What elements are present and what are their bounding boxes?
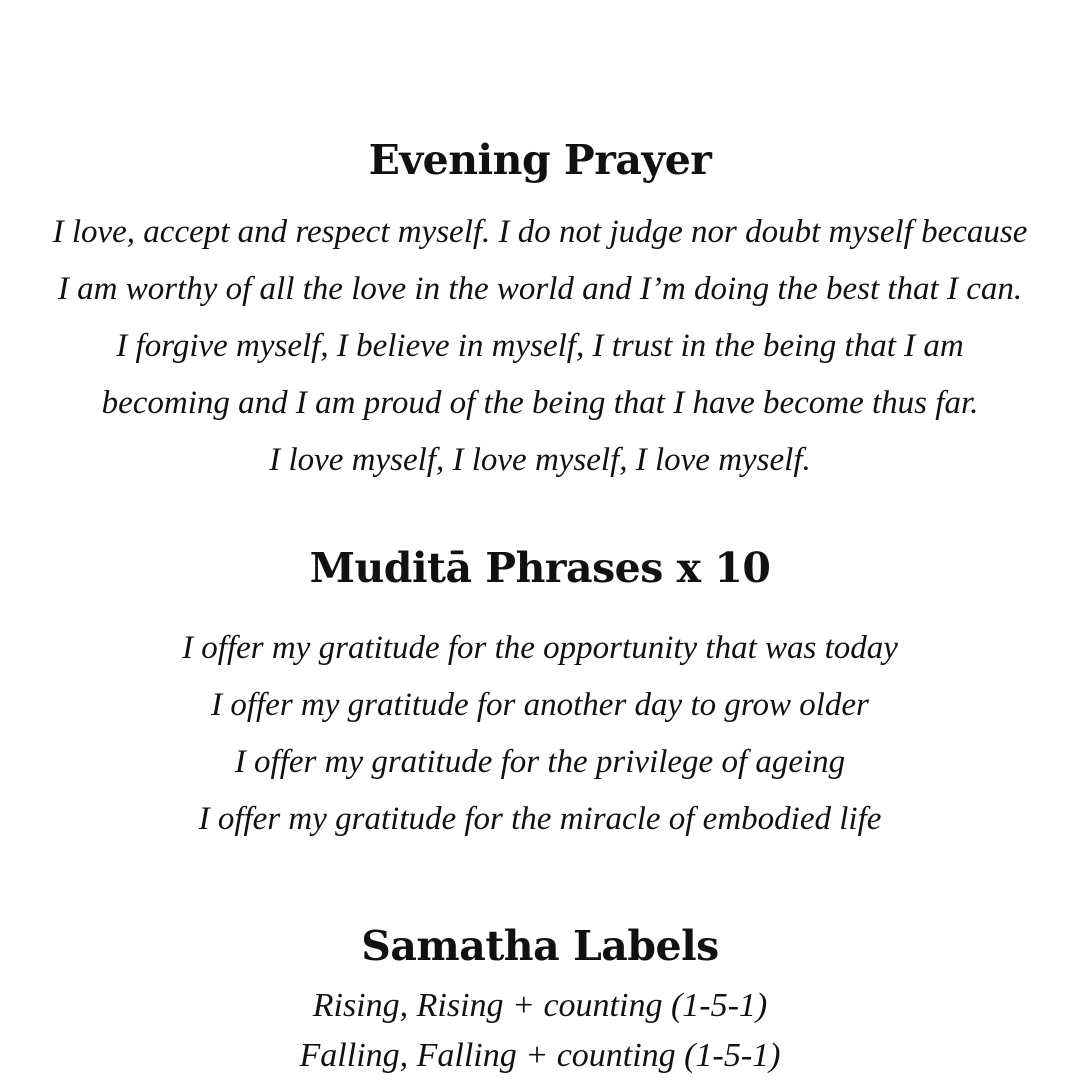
- phrase-line: I offer my gratitude for the miracle of embodied life: [198, 801, 882, 837]
- prayer-line: I love myself, I love myself, I love myself.: [269, 442, 811, 478]
- label-line: Falling, Falling + counting (1-5-1): [299, 1037, 781, 1074]
- label-line: Rising, Rising + counting (1-5-1): [312, 987, 768, 1024]
- prayer-line: I am worthy of all the love in the world and I’m doing the best that I can.: [57, 271, 1023, 307]
- phrase-line: I offer my gratitude for the privilege of ageing: [234, 744, 846, 780]
- prayer-line: I forgive myself, I believe in myself, I trust in the being that I am: [116, 328, 964, 364]
- prayer-line: becoming and I am proud of the being that I have become thus far.: [101, 385, 979, 421]
- section-title-samatha-labels: Samatha Labels: [361, 922, 719, 970]
- section-title-evening-prayer: Evening Prayer: [368, 136, 712, 184]
- section-title-mudita-phrases: Muditā Phrases x 10: [309, 544, 771, 592]
- phrase-line: I offer my gratitude for another day to grow older: [211, 687, 869, 723]
- prayer-line: I love, accept and respect myself. I do not judge nor doubt myself because: [52, 214, 1028, 250]
- phrase-line: I offer my gratitude for the opportunity that was today: [182, 630, 898, 666]
